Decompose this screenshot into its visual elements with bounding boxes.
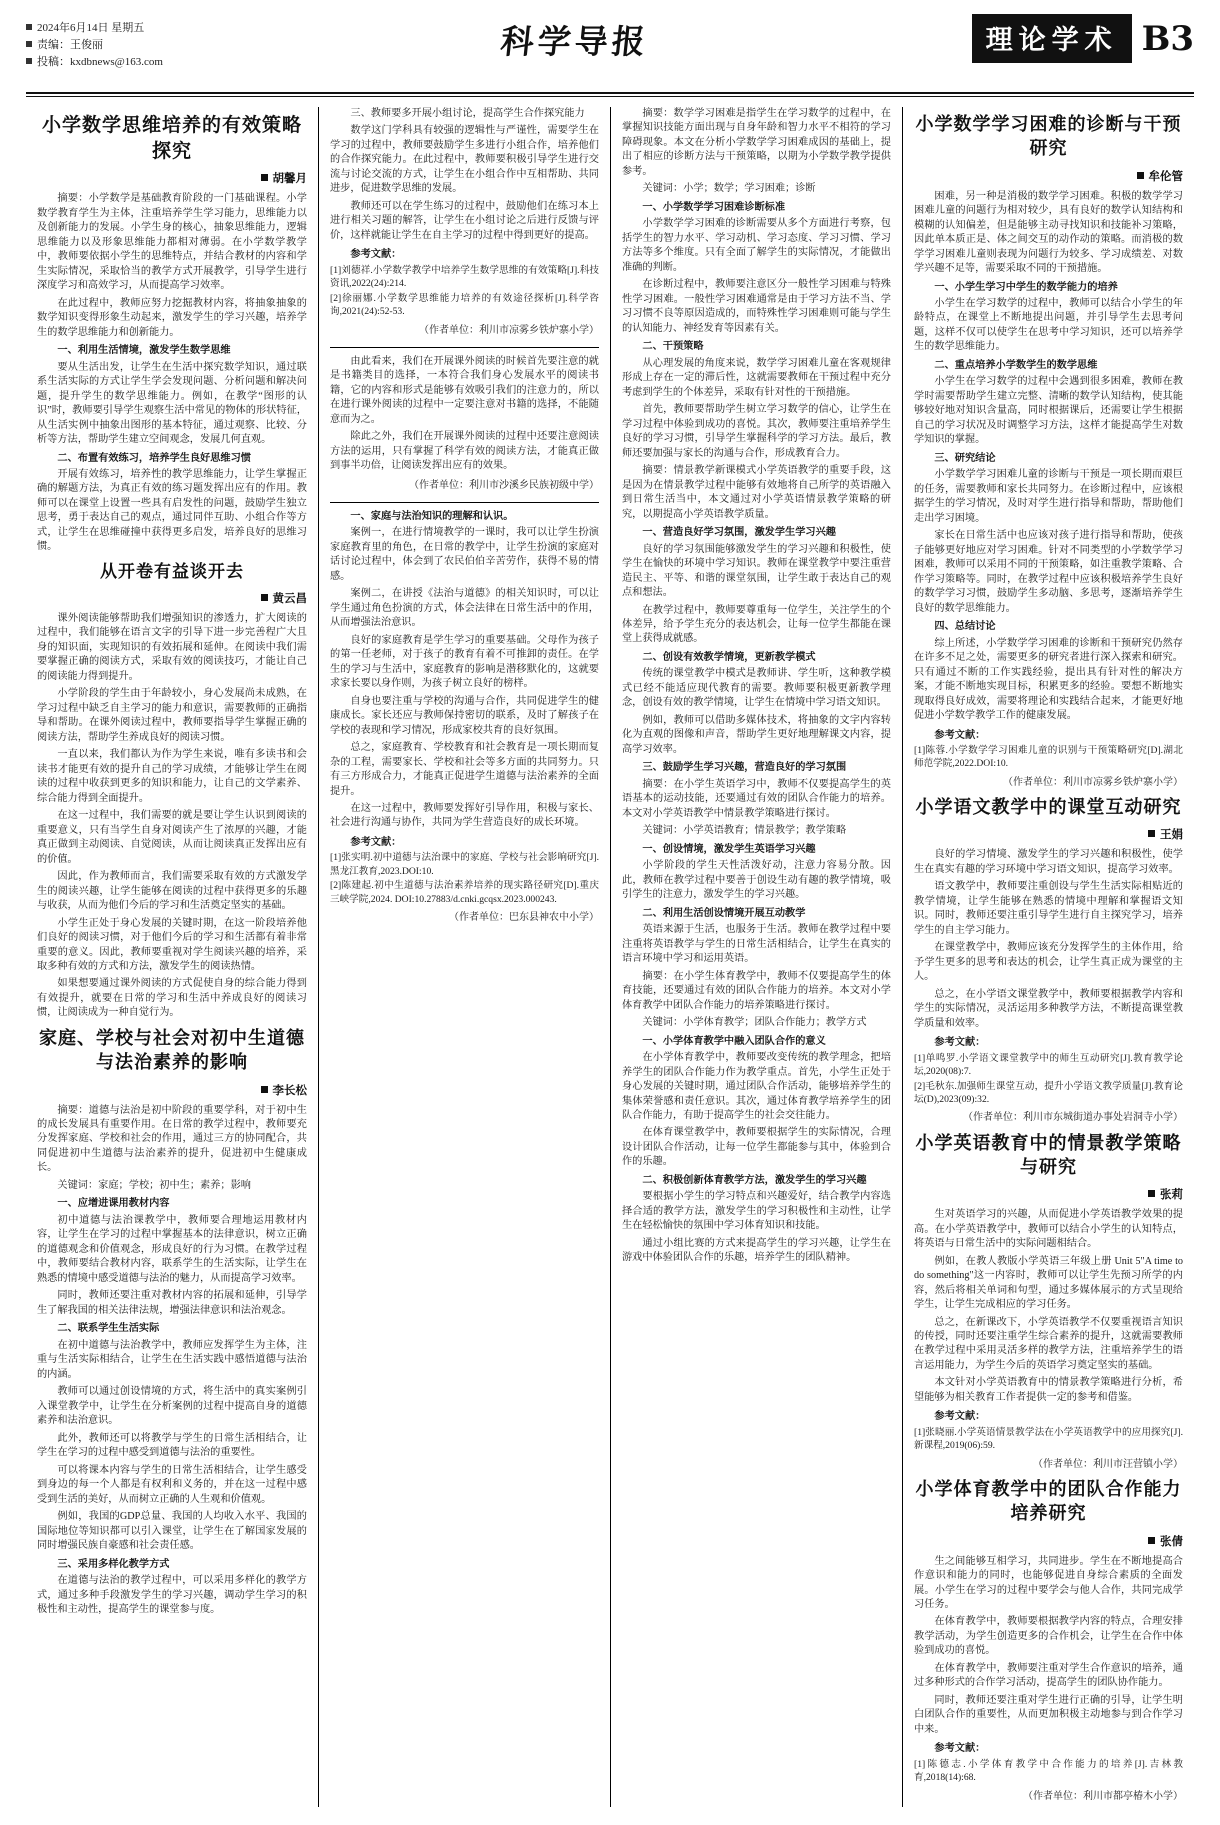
article-paragraph: 小学生在学习数学的过程中，教师可以结合小学生的年龄特点，在课堂上不断地提出问题，并引导学生去思考问题，这样不仅可以使学生在思考中学习知识，还可以培养学生的数学思维能力。 (914, 297, 1183, 353)
article-paragraph: 语文教学中，教师要注重创设与学生生活实际相贴近的教学情境，让学生能够在熟悉的情境中理解和掌握语文知识。同时，教师还要注重引导学生进行自主探究学习，培养学生的自主学习能力。 (914, 881, 1183, 936)
article-paragraph: 自身也要注重与学校的沟通与合作，共同促进学生的健康成长。家长还应与教师保持密切的联系，及时了解孩子在学校的表现和学习情况，形成家校共育的良好氛围。 (330, 695, 599, 736)
article-paragraph: 小学数学学习困难的诊断需要从多个方面进行考察，包括学生的智力水平、学习动机、学习态度、学习习惯、学习方法等多个维度。只有全面了解学生的实际情况，才能做出准确的判断。 (622, 218, 891, 273)
article-title: 家庭、学校与社会对初中生道德与法治素养的影响 (39, 1027, 305, 1074)
article-paragraph: 在这一过程中，教师要发挥好引导作用，积极与家长、社会进行沟通与协作，共同为学生营造良好的成长环境。 (330, 802, 599, 829)
article-abstract: 摘要：小学数学是基础教育阶段的一门基础课程。小学数学教育学生为主体，注重培养学生学习能力，思维能力以及创新能力的发展。小学生身的核心，抽象思维能力，逻辑思维能力以及形象思维能力都相对薄弱。在小学数学教学中，教师要依据小学生的思维特点，并结合教材的内容和学生实际情况，采取恰当的教学方式开展教学，引导学生进行深度学习和高效学习，从而提高学习效率。 (37, 193, 307, 292)
article-paragraph: 从心理发展的角度来说，数学学习困难儿童在客观规律形成上存在一定的滞后性，这就需要教师在干预过程中充分考虑到学生的个体差异，采取有针对性的干预措施。 (622, 357, 891, 398)
author-marker-icon (1148, 830, 1155, 837)
article-paragraph: 首先，教师要帮助学生树立学习数学的信心，让学生在学习过程中体验到成功的喜悦。其次，教师要注重培养学生良好的学习习惯，引导学生掌握科学的学习方法。最后，教师还要加强与家长的沟通与合作，形成教育合力。 (622, 404, 891, 459)
author-unit: （作者单位：利川市凉雾乡铁炉寨小学） (1003, 776, 1183, 788)
article-subheading: 二、联系学生生活实际 (57, 1323, 160, 1335)
article-paragraph: 三、教师要多开展小组讨论，提高学生合作探究能力 (350, 108, 585, 119)
author-unit: （作者单位：利川市凉雾乡铁炉寨小学） (419, 324, 599, 336)
article-paragraph: 在此过程中，教师应努力挖掘教材内容，将抽象抽象的数学知识变得形象生动起来，激发学生的学习兴趣，培养学生的数学思维能力和创新能力。 (37, 297, 307, 338)
author-unit: （作者单位：利川市都亭椿木小学） (1023, 1790, 1183, 1802)
article-subheading: 一、小学数学学习困难诊断标准 (642, 201, 786, 213)
article-paragraph: 例如，教师可以借助多媒体技术，将抽象的文字内容转化为直观的图像和声音，帮助学生更好地理解课文内容，提高学习效率。 (622, 714, 891, 755)
references-title: 参考文献： (934, 1037, 986, 1049)
article-paragraph: 良好的学习氛围能够激发学生的学习兴趣和积极性，使学生在愉快的环境中学习知识。教师在课堂教学中要注重营造民主、平等、和谐的课堂氛围，让学生敢于表达自己的观点和想法。 (622, 543, 891, 599)
article-paragraph: 在体育课堂教学中，教师要根据学生的实际情况，合理设计团队合作活动，让每一位学生都能参与其中，体验到合作的乐趣。 (622, 1127, 891, 1168)
article-paragraph: 通过小组比赛的方式来提高学生的学习兴趣，让学生在游戏中体验团队合作的乐趣，培养学生的团队精神。 (622, 1237, 891, 1264)
article-keywords: 关键词：家庭；学校；初中生；素养；影响 (57, 1179, 251, 1191)
article-paragraph: 生之间能够互相学习，共同进步。学生在不断地提高合作意识和能力的同时，也能够促进自身综合素质的全面发展。小学生在学习的过程中要学会与他人合作，共同完成学习任务。 (914, 1555, 1183, 1610)
paper-logo (276, 14, 874, 63)
article-divider (330, 502, 599, 503)
article-author: 李长松 (37, 1082, 307, 1098)
article-paragraph: 生对英语学习的兴趣，从而促进小学英语教学效果的提高。在小学英语教学中，教师可以结合小学生的认知特点，将英语与日常生活中的实际问题相结合。 (914, 1209, 1183, 1250)
article-paragraph: 因此，作为教师而言，我们需要采取有效的方式激发学生的阅读兴趣，让学生能够在阅读的过程中获得更多的乐趣与收获，从而为他们今后的学习和生活奠定坚实的基础。 (37, 871, 307, 912)
bullet-square-icon (26, 41, 32, 47)
article-subheading: 二、布置有效练习，培养学生良好思维习惯 (57, 452, 251, 464)
paper-name: 科学导报 (498, 22, 651, 61)
reference-item: [2]徐丽娜.小学数学思维能力培养的有效途径探析[J].科学咨询,2021(24):52-53. (330, 292, 599, 318)
article-paragraph: 除此之外，我们在开展课外阅读的过程中还要注意阅读方法的运用，只有掌握了科学有效的阅读方法，才能真正做到事半功倍，让阅读发挥出应有的效果。 (330, 431, 599, 472)
article-paragraph: 传统的课堂教学中模式是教师讲、学生听，这种教学模式已经不能适应现代教育的需要。教师要积极更新教学理念，创设有效的教学情境，让学生在情境中学习语文知识。 (622, 668, 891, 709)
author-marker-icon (1137, 172, 1144, 179)
reference-item: [1]张实明.初中道德与法治课中的家庭、学校与社会影响研究[J].黑龙江教育,2023.DOI:10. (330, 852, 599, 877)
article-paragraph: 要从生活出发，让学生在生活中探究数学知识，通过联系生活实际的方式让学生学会发现问题、分析问题和解决问题，提升学生的数学思维能力。例如，在教学“图形的认识”时，教师要引导学生观察生活中常见的物体的形状特征，从生活实例中抽象出图形的基本特征，通过观察、比较、分析等方法，帮助学生建立空间观念，发展几何直观。 (37, 361, 307, 446)
article-author: 牟伦管 (914, 168, 1183, 184)
article-paragraph: 总之，家庭教育、学校教育和社会教育是一项长期而复杂的工程，需要家长、学校和社会等多方面的共同努力。只有三方形成合力，才能真正促进学生道德与法治素养的全面提升。 (330, 742, 599, 797)
article-paragraph: 小学生在学习数学的过程中会遇到很多困难，教师在教学时需要帮助学生建立完整、清晰的数学认知结构，使其能够较好地对知识含量高，同时根据课后，还需要让学生根据自己的学习状况及时调整学习方法，这样才能提高学生对数学知识的掌握。 (914, 376, 1183, 446)
article-abstract: 摘要：情景教学新课模式小学英语教学的重要手段，这是因为在情景教学过程中能够有效地将自己所学的英语融入到日常生活当中，本文通过对小学英语情景教学策略的研究，以期提高小学英语教学质量。 (622, 465, 891, 520)
article-keywords: 关键词：小学英语教育；情景教学；教学策略 (642, 825, 847, 837)
article-subheading: 一、营造良好学习氛围，激发学生学习兴趣 (642, 527, 836, 539)
article-subheading: 三、采用多样化教学方式 (57, 1558, 170, 1570)
article-abstract: 摘要：数学学习困难是指学生在学习数学的过程中，在掌握知识技能方面出现与自身年龄和智力水平不相符的学习障碍现象。本文在分析小学数学学习困难成因的基础上，提出了相应的诊断方法与干预策略，以期为小学数学教学提供参考。 (622, 108, 891, 177)
publish-date: 2024年6月14日 星期五 (26, 20, 276, 37)
article-subheading: 四、总结讨论 (934, 621, 996, 633)
article-subheading: 一、创设情境，激发学生英语学习兴趣 (642, 843, 816, 855)
reference-item: [1]陈德志.小学体育教学中合作能力的培养[J].吉林教育,2018(14):68. (914, 1758, 1183, 1784)
article-paragraph: 总之，在小学语文课堂教学中，教师要根据教学内容和学生的实际情况，灵活运用多种教学方法，不断提高课堂教学质量和效率。 (914, 988, 1183, 1029)
references-title: 参考文献： (350, 836, 402, 848)
article-title: 小学体育教学中的团队合作能力培养研究 (915, 1478, 1182, 1525)
article-paragraph: 教师可以通过创设情境的方式，将生活中的真实案例引入课堂教学中，让学生在分析案例的过程中提高自身的道德素养和法治意识。 (37, 1386, 307, 1427)
editor-line: 责编：王俊丽 (26, 37, 276, 54)
article-paragraph: 小学生正处于身心发展的关键时期，在这一阶段培养他们良好的阅读习惯，对于他们今后的学习和生活都有着非常重要的意义。因此，教师要重视对学生阅读兴趣的培养，采取多种有效的方式和方法，激发学生的阅读热情。 (37, 917, 307, 972)
article-title: 小学英语教育中的情景教学策略与研究 (915, 1132, 1182, 1178)
article-author: 张莉 (914, 1186, 1183, 1202)
article-subheading: 二、利用生活创设情境开展互动教学 (642, 907, 806, 919)
masthead-info (26, 14, 276, 71)
reference-item: [2]毛秋东.加强师生课堂互动，提升小学语文教学质量[J].教育论坛(D),2023(09):32. (914, 1080, 1183, 1105)
article-paragraph: 小学阶段的学生天性活泼好动，注意力容易分散。因此，教师在教学过程中要善于创设生动有趣的教学情境，吸引学生的注意力，激发学生的学习兴趣。 (622, 860, 891, 901)
author-unit: （作者单位：利川市沙溪乡民族初级中学） (409, 479, 599, 491)
article-paragraph: 案例一，在进行情境教学的一课时，我可以让学生扮演家庭教育里的角色，在日常的教学中，让学生扮演的家庭对话讨论过程中，体会到了农民伯伯辛苦劳作，获得不易的情感。 (330, 527, 599, 582)
article-columns (0, 97, 1220, 1825)
author-marker-icon (261, 594, 268, 601)
article-subheading: 二、重点培养小学数学生的数学思维 (934, 359, 1098, 371)
article-paragraph: 此外，教师还可以将教学与学生的日常生活相结合，让学生在学习的过程中感受到道德与法治的重要性。 (37, 1432, 307, 1459)
section-badge: 理论学术 (972, 14, 1132, 63)
author-marker-icon (1148, 1190, 1155, 1197)
article-paragraph: 数学这门学科具有较强的逻辑性与严谨性，需要学生在学习的过程中，教师要鼓励学生多进行小组合作，培养他们的合作探究能力。在此过程中，教师要积极引导学生进行交流与讨论交流的方式，让学生在小组合作中互相帮助、共同进步，促进数学思维的发展。 (330, 125, 599, 195)
references-title: 参考文献： (350, 249, 402, 261)
article-title: 小学数学思维培养的有效策略探究 (41, 114, 302, 162)
article-paragraph: 如果想要通过课外阅读的方式促使自身的综合能力得到有效提升，就要在日常的学习和生活中养成良好的阅读习惯，让阅读成为一种自觉行为。 (37, 978, 307, 1019)
author-unit: （作者单位：利川市东城街道办事处岩洞寺小学） (963, 1112, 1183, 1124)
article-paragraph: 例如，在教人教版小学英语三年级上册 Unit 5"A time to do something"这一内容时，教师可以让学生先预习所学的内容，然后将相关单词和句型，通过多媒体展示的方式呈现给学生，让学生完成相应的学习任务。 (914, 1255, 1183, 1311)
article-paragraph: 本文针对小学英语教育中的情景教学策略进行分析，希望能够为相关教育工作者提供一定的参考和借鉴。 (914, 1377, 1183, 1403)
article-paragraph: 初中道德与法治课教学中，教师要合理地运用教材内容，让学生在学习的过程中掌握基本的法律意识，树立正确的道德观念和价值观念，形成良好的行为习惯。在教学过程中，教师要结合教材内容，联系学生的生活实际，让学生在熟悉的情境中感受道德与法治的魅力，从而提高学习效率。 (37, 1214, 307, 1284)
article-paragraph: 在小学体育教学中，教师要改变传统的教学理念，把培养学生的团队合作能力作为教学重点。首先，小学生正处于身心发展的关键时期，通过团队合作活动，能够培养学生的集体荣誉感和责任意识。其次，通过体育教学培养学生的团队合作能力，有助于提高学生的社会交往能力。 (622, 1052, 891, 1121)
article-title: 小学语文教学中的课堂互动研究 (915, 797, 1182, 819)
column-1 (26, 107, 318, 1807)
article-keywords: 关键词：小学体育教学；团队合作能力；教学方式 (642, 1017, 867, 1029)
article-paragraph: 案例二，在讲授《法治与道德》的相关知识时，可以让学生通过角色扮演的方式，体会法律在日常生活中的作用，从而增强法治意识。 (330, 588, 599, 629)
reference-item: [1]单鸣罗.小学语文课堂教学中的师生互动研究[J].教育教学论坛,2020(08):7. (914, 1052, 1183, 1078)
article-paragraph: 困难，另一种是消极的数学学习困难。积极的数学学习困难儿童的问题行为相对较少，具有良好的数学认知结构和模糊的认知偏差，但是能够主动寻找知识和技能补习策略，因此单本质正是、体之间交互的动作动的策略。而消极的数学学习困难儿童则表现为问题行为较多、学习成绩差、对数学兴趣不足等，需要采取不同的干预措施。 (914, 190, 1183, 275)
article-paragraph: 可以将课本内容与学生的日常生活相结合，让学生感受到身边的每一个人都是有权利和义务的，并在这一过程中感受到生活的美好，从而树立正确的人生观和价值观。 (37, 1464, 307, 1505)
article-author: 胡馨月 (37, 170, 307, 186)
article-paragraph: 在这一过程中，我们需要的就是要让学生认识到阅读的重要意义，只有当学生自身对阅读产生了浓厚的兴趣，才能真正做到主动阅读、自觉阅读，从而让阅读真正发挥出应有的价值。 (37, 810, 307, 865)
column-4 (902, 107, 1194, 1807)
article-paragraph: 同时，教师还要注重对学生进行正确的引导，让学生明白团队合作的重要性，从而更加积极主动地参与到合作学习中来。 (914, 1694, 1183, 1735)
article-paragraph: 课外阅读能够帮助我们增强知识的渗透力，扩大阅读的过程中，我们能够在语言文字的引导下进一步完善程广大且身的知识面，实现知识的有效拓展和延伸。在阅读中我们需要掌握正确的阅读方式，采取有效的阅读技巧，才能让自己的阅读能力得到提升。 (37, 612, 307, 682)
article-subheading: 一、小学体育教学中融入团队合作的意义 (642, 1035, 826, 1047)
author-marker-icon (1148, 1537, 1155, 1544)
article-paragraph: 在道德与法治的教学过程中，可以采用多样化的教学方式，通过多种手段激发学生的学习兴趣，调动学生学习的积极性和主动性，提高学生的课堂参与度。 (37, 1575, 307, 1616)
article-paragraph: 在体育教学中，教师要根据教学内容的特点，合理安排教学活动，为学生创造更多的合作机会，让学生在合作中体验到成功的喜悦。 (914, 1616, 1183, 1657)
reference-item: [1]陈蓉.小学数学学习困难儿童的识别与干预策略研究[D].湖北师范学院,2022.DOI:10. (914, 745, 1183, 770)
article-subheading: 二、创设有效教学情境，更新教学模式 (642, 651, 816, 663)
reference-item: [2]陈建起.初中生道德与法治素养培养的现实路径研究[D].重庆三峡学院,2024. DOI:10.27883/d.cnki.gcqsx.2023.000243. (330, 880, 599, 905)
masthead-rule (26, 92, 1194, 94)
article-paragraph: 良好的家庭教育是学生学习的重要基础。父母作为孩子的第一任老师，对于孩子的教育有着不可推卸的责任。在学生的学习与生活中，家庭教育的影响是潜移默化的，这就要求家长要以身作则，为孩子树立良好的榜样。 (330, 634, 599, 690)
article-abstract: 摘要：在小学生英语学习中，教师不仅要提高学生的英语基本的运动技能，还要通过有效的团队合作能力的培养。本文对小学英语教学中情景教学策略进行探讨。 (622, 778, 891, 819)
page-number: B3 (1141, 18, 1194, 59)
article-paragraph: 小学阶段的学生由于年龄较小，身心发展尚未成熟，在学习过程中缺乏自主学习的能力和意识，需要教师的正确指导和帮助。在课外阅读过程中，教师要指导学生掌握正确的阅读方法，帮助学生养成良好的阅读习惯。 (37, 688, 307, 743)
article-author: 王娟 (914, 826, 1183, 842)
article-paragraph: 例如，我国的GDP总量、我国的人均收入水平、我国的国际地位等知识都可以引入课堂，让学生在了解国家发展的同时增强民族自豪感和社会责任感。 (37, 1511, 307, 1552)
masthead (0, 0, 1220, 92)
author-marker-icon (261, 1086, 268, 1093)
article-paragraph: 同时，教师还要注重对教材内容的拓展和延伸，引导学生了解我国的相关法律法规，增强法律意识和法治观念。 (37, 1290, 307, 1316)
article-paragraph: 总之，在新课改下，小学英语教学不仅要重视语言知识的传授，同时还要注重学生综合素养的提升，这就需要教师在教学过程中采用灵活多样的教学方法，注重培养学生的语言运用能力，为学生今后的英语学习奠定坚实的基础。 (914, 1316, 1183, 1371)
article-paragraph: 在课堂教学中，教师应该充分发挥学生的主体作用，给予学生更多的思考和表达的机会，让学生真正成为课堂的主人。 (914, 942, 1183, 983)
article-paragraph: 教师还可以在学生练习的过程中，鼓励他们在练习本上进行相关习题的解答，让学生在小组讨论之后进行反馈与评价，这样就能让学生在自主学习的过程中得到更好的提高。 (330, 200, 599, 241)
article-paragraph: 在体育教学中，教师要注重对学生合作意识的培养，通过多种形式的合作学习活动，提高学生的团队协作能力。 (914, 1662, 1183, 1689)
article-paragraph: 在诊断过程中，教师要注意区分一般性学习困难与特殊性学习困难。一般性学习困难通常是由于学习方法不当、学习习惯不良等原因造成的，而特殊性学习困难则可能与学生的认知能力、神经发育等因素有关。 (622, 279, 891, 334)
reference-item: [1]张晓丽.小学英语情景教学法在小学英语教学中的应用探究[J].新课程,2019(06):59. (914, 1426, 1183, 1452)
article-paragraph: 开展有效练习，培养性的教学思维能力，让学生掌握正确的解题方法，为真正有效的练习题发挥出应有的作用。教师可以在课堂上设置一些具有启发性的问题，鼓励学生独立思考，勇于表达自己的观点，通过同伴互助、小组合作等方式，让学生在思维碰撞中获得更多启发，培养良好的思维习惯。 (37, 469, 307, 553)
article-paragraph: 在初中道德与法治教学中，教师应发挥学生为主体，注重与生活实际相结合，让学生在生活实践中感悟道德与法治的内涵。 (37, 1339, 307, 1380)
article-subheading: 三、鼓励学生学习兴趣，营造良好的学习氛围 (642, 762, 847, 774)
article-paragraph: 英语来源于生活，也服务于生活。教师在教学过程中要注重将英语教学与学生的日常生活相结合，让学生在真实的语言环境中学习和运用英语。 (622, 924, 891, 965)
bullet-square-icon (26, 58, 32, 64)
article-subheading: 一、小学生学习中学生的数学能力的培养 (934, 281, 1118, 293)
section-header (874, 14, 1194, 63)
article-abstract: 摘要：在小学生体育教学中，教师不仅要提高学生的体育技能，还要通过有效的团队合作能力的培养。本文对小学体育教学中团队合作能力的培养策略进行探讨。 (622, 970, 891, 1011)
article-author: 张倩 (914, 1533, 1183, 1549)
author-marker-icon (261, 174, 268, 181)
references-title: 参考文献： (934, 1411, 986, 1423)
article-keywords: 关键词：小学；数学；学习困难；诊断 (642, 183, 816, 195)
article-subheading: 三、研究结论 (934, 452, 996, 464)
article-abstract: 摘要：道德与法治是初中阶段的重要学科，对于初中生的成长发展具有重要作用。在日常的教学过程中，教师要充分发挥家庭、学校和社会的作用，通过三方的协同配合，共同促进初中生道德与法治素养的提升，促进初中生健康成长。 (37, 1104, 307, 1174)
article-subheading: 一、家庭与法治知识的理解和认识。 (350, 510, 514, 522)
article-subheading: 二、积极创新体育教学方法，激发学生的学习兴趣 (642, 1174, 867, 1186)
article-paragraph: 一直以来，我们都认为作为学生来说，唯有多读书和会读书才能更有效的提升自己的学习成绩，才能够让学生在阅读的过程中收获到更多的知识和能力，让自己的文学素养、综合能力得到全面提升。 (37, 749, 307, 804)
reference-item: [1]刘德祥.小学数学教学中培养学生数学思维的有效策略[J].科技资讯,2022(24):214. (330, 264, 599, 290)
article-paragraph: 家长在日常生活中也应该对孩子进行指导和帮助，使孩子能够更好地应对学习困难。针对不同类型的小学数学学习困难，教师可以采用不同的干预策略，如注重教学策略、合作学习策略等。同时，在教学过程中应该积极培养学生良好的数学学习习惯，鼓励学生多动脑、多思考，逐渐培养学生良好的数学思维能力。 (914, 530, 1183, 614)
references-title: 参考文献： (934, 1743, 986, 1755)
author-unit: （作者单位：利川市汪营镇小学） (1033, 1458, 1183, 1470)
article-paragraph: 小学数学学习困难儿童的诊断与干预是一项长期而艰巨的任务，需要教师和家长共同努力。在诊断过程中，应该根据学生的学习情况，及时对学生进行指导和帮助，帮助他们走出学习困境。 (914, 469, 1183, 524)
article-paragraph: 由此看来，我们在开展课外阅读的时候首先要注意的就是书籍类目的选择，一本符合我们身心发展水平的阅读书籍，它的内容和形式是能够有效吸引我们的注意力的，所以在进行课外阅读的过程中一定要注意对书籍的选择，不能随意而为之。 (330, 355, 599, 425)
submission-line: 投稿：kxdbnews@163.com (26, 54, 276, 71)
article-paragraph: 良好的学习情境、激发学生的学习兴趣和积极性，使学生在真实有趣的学习环境中学习语文知识，提高学习效率。 (914, 849, 1183, 875)
article-paragraph: 综上所述，小学数学学习困难的诊断和干预研究仍然存在许多不足之处，需要更多的研究者进行深入探索和研究。只有通过不断的工作实践经验，提出具有针对性的解决方案，才能不断地实现目标，积累更多的经验。要想不断地实现取得良好成效，需要将理论和实践结合起来，才能更好地促进小学数学教学工作的健康发展。 (914, 637, 1183, 722)
article-paragraph: 要根据小学生的学习特点和兴趣爱好，结合教学内容选择合适的教学方法，激发学生的学习积极性和主动性，让学生在轻松愉快的氛围中学习体育知识和技能。 (622, 1191, 891, 1232)
bullet-square-icon (26, 24, 32, 30)
column-3 (610, 107, 902, 1807)
column-2 (318, 107, 610, 1807)
article-subheading: 一、利用生活情境，激发学生数学思维 (57, 345, 231, 357)
references-title: 参考文献： (934, 729, 986, 741)
article-author: 黄云昌 (37, 590, 307, 606)
article-subheading: 一、应增进课用教材内容 (57, 1198, 170, 1210)
author-unit: （作者单位：巴东县神农中小学） (449, 912, 599, 924)
article-title: 小学数学学习困难的诊断与干预研究 (915, 114, 1182, 160)
article-subheading: 二、干预策略 (642, 341, 704, 353)
article-paragraph: 在教学过程中，教师要尊重每一位学生，关注学生的个体差异，给予学生充分的表达机会，让每一位学生都能在课堂上获得成就感。 (622, 604, 891, 645)
article-title: 从开卷有益谈开去 (100, 561, 244, 582)
article-divider (330, 347, 599, 348)
